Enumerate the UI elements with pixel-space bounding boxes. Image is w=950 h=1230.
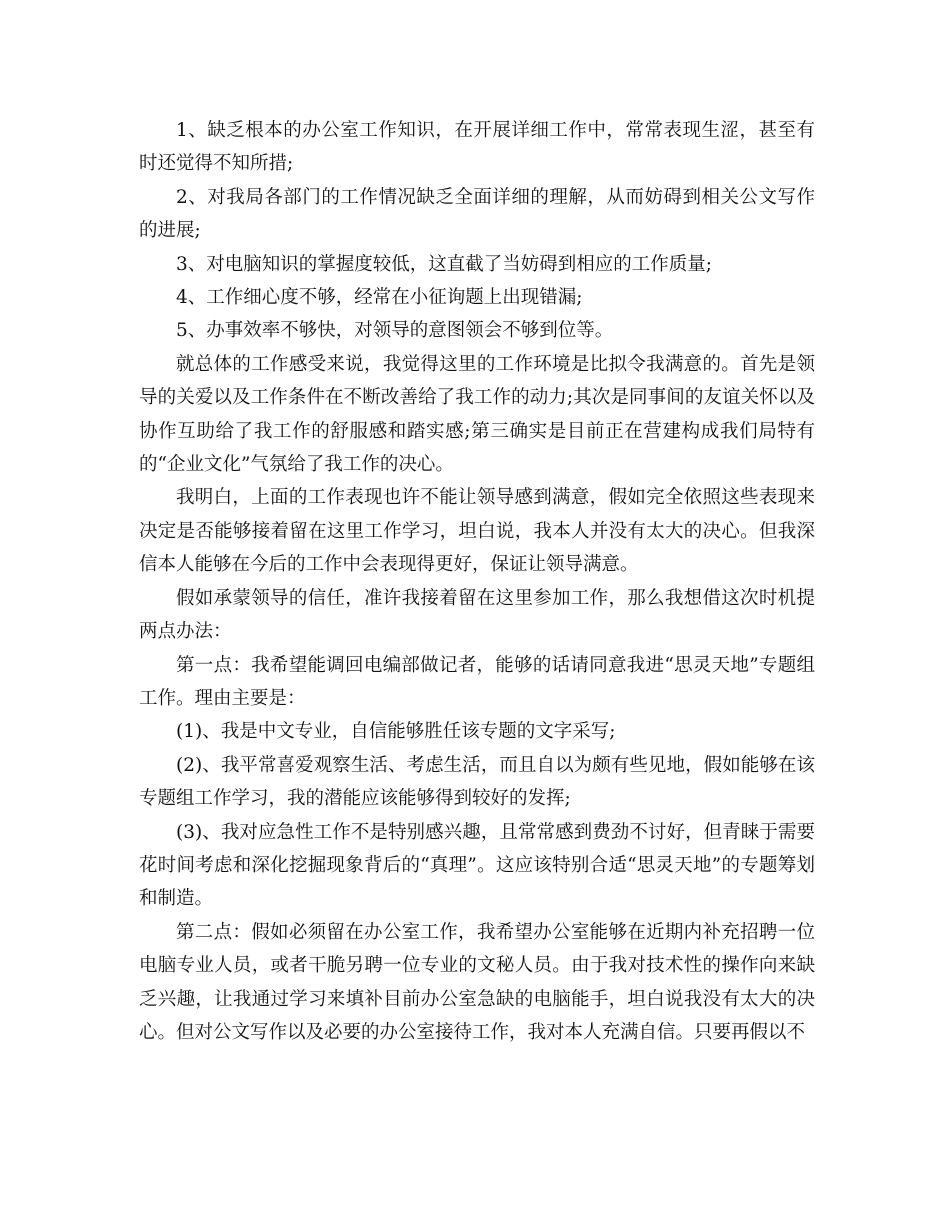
paragraph-self-assessment: 我明白，上面的工作表现也许不能让领导感到满意，假如完全依照这些表现来决定是否能够接着留在这里工作学习，坦白说，我本人并没有太大的决心。但我深信本人能够在今后的工作中会表现得更好，保证让领导满意。 — [139, 487, 815, 576]
reason-item-1: (1)、我是中文专业，自信能够胜任该专题的文字采写; — [176, 721, 616, 743]
paragraph-point-two: 第二点：假如必须留在办公室工作，我希望办公室能够在近期内补充招聘一位电脑专业人员，或者干脆另聘一位专业的文秘人员。由于我对技术性的操作向来缺乏兴趣，让我通过学习来填补目前办公室急缺的电脑能手，坦白说我没有太大的决心。但对公文写作以及必要的办公室接待工作，我对本人充满自信。只要再假以不 — [139, 921, 815, 1043]
paragraph-overall-feeling: 就总体的工作感受来说，我觉得这里的工作环境是比拟令我满意的。首先是领导的关爱以及工作条件在不断改善给了我工作的动力;其次是同事间的友谊关怀以及协作互助给了我工作的舒服感和踏实感;第三确实是目前正在营建构成我们局特有的“企业文化”气氛给了我工作的决心。 — [139, 353, 815, 476]
reason-item-3: (3)、我对应急性工作不是特别感兴趣，且常常感到费劲不讨好，但青睐于需要花时间考虑和深化挖掘现象背后的“真理”。这应该特别合适“思灵天地”的专题筹划和制造。 — [139, 821, 815, 910]
list-item-5: 5、办事效率不够快，对领导的意图领会不够到位等。 — [176, 320, 614, 342]
document-body — [139, 114, 815, 1049]
list-item-2: 2、对我局各部门的工作情况缺乏全面详细的理解，从而妨碍到相关公文写作的进展; — [139, 186, 815, 242]
list-item-4: 4、工作细心度不够，经常在小征询题上出现错漏; — [176, 287, 583, 309]
list-item-3: 3、对电脑知识的掌握度较低，这直截了当妨碍到相应的工作质量; — [176, 253, 713, 275]
paragraph-proposal-intro: 假如承蒙领导的信任，准许我接着留在这里参加工作，那么我想借这次时机提两点办法： — [139, 587, 815, 643]
list-item-1: 1、缺乏根本的办公室工作知识，在开展详细工作中，常常表现生涩，甚至有时还觉得不知所措; — [139, 120, 815, 175]
reason-item-2: (2)、我平常喜爱观察生活、考虑生活，而且自以为颇有些见地，假如能够在该专题组工作学习，我的潜能应该能够得到较好的发挥; — [139, 754, 815, 810]
paragraph-point-one: 第一点：我希望能调回电编部做记者，能够的话请同意我进“思灵天地”专题组工作。理由主要是： — [139, 654, 815, 709]
